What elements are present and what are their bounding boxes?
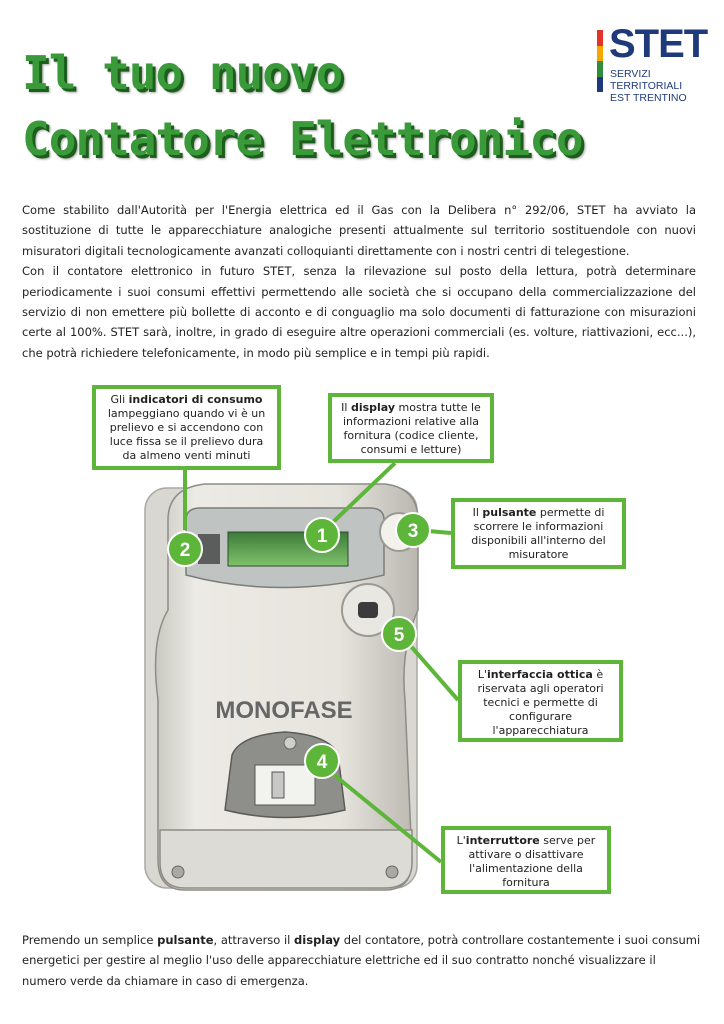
callout-display-post: mostra tutte le informazioni relative alla fornitura (codice cliente, consumi e letture) bbox=[342, 401, 481, 456]
switch-lever bbox=[272, 772, 284, 798]
logo-name: STET bbox=[609, 22, 708, 66]
callout-interruttore-post: serve per attivare o disattivare l'alimentazione della fornitura bbox=[468, 834, 596, 889]
logo-subtitle-line2: EST TRENTINO bbox=[610, 92, 687, 104]
callout-display-bold: display bbox=[350, 401, 396, 414]
screw-right bbox=[386, 866, 398, 878]
marker-1-label: 1 bbox=[316, 526, 328, 547]
outro-part-1: Premendo un semplice bbox=[22, 933, 158, 947]
callout-interruttore bbox=[441, 826, 611, 894]
marker-5-label: 5 bbox=[393, 625, 405, 646]
callout-display-pre: Il bbox=[341, 401, 351, 414]
callout-pulsante-bold: pulsante bbox=[482, 506, 537, 519]
callout-indicatori-bold: indicatori di consumo bbox=[128, 393, 263, 406]
callout-interfaccia-pre: L' bbox=[477, 668, 488, 681]
screw-left bbox=[172, 866, 184, 878]
callout-interruttore-pre: L' bbox=[456, 834, 466, 847]
callout-indicatori bbox=[92, 385, 281, 470]
meter-model-label: MONOFASE bbox=[215, 697, 353, 724]
callout-interruttore-bold: interruttore bbox=[465, 834, 540, 847]
marker-3-label: 3 bbox=[407, 521, 419, 542]
outro-bold-pulsante: pulsante bbox=[157, 933, 214, 947]
callout-interfaccia-post: è riservata agli operatori tecnici e permette di configurare l'apparecchiatura bbox=[477, 668, 604, 737]
page-title-line1: Il tuo nuovo bbox=[22, 46, 343, 100]
page-title-line2: Contatore Elettronico bbox=[22, 112, 583, 166]
callout-interfaccia bbox=[458, 660, 623, 742]
callout-pulsante bbox=[451, 498, 626, 569]
intro-paragraph-1: Come stabilito dall'Autorità per l'Energia elettrica ed il Gas con la Delibera n° 292/06, STET ha avviato la sostituzione di tutte le apparecchiature analogiche presenti attualmente sul territorio sostituendole con nuovi misuratori digitali tecnologicamente avanzati colloquianti direttamente con i nostri centri di telegestione. bbox=[22, 203, 696, 258]
callout-pulsante-post: permette di scorrere le informazioni disponibili all'interno del misuratore bbox=[471, 506, 606, 561]
callout-interfaccia-bold: interfaccia ottica bbox=[487, 668, 593, 681]
outro-bold-display: display bbox=[294, 933, 341, 947]
callout-indicatori-pre: Gli bbox=[110, 393, 129, 406]
callout-indicatori-post: lampeggiano quando vi è un prelievo e si accendono con luce fissa se il prelievo dura da almeno venti minuti bbox=[107, 407, 266, 462]
logo-subtitle-line1: SERVIZI TERRITORIALI bbox=[610, 68, 683, 92]
callout-display bbox=[328, 393, 494, 463]
marker-2-label: 2 bbox=[179, 540, 191, 561]
breaker-switch bbox=[255, 765, 315, 805]
intro-paragraph-2: Con il contatore elettronico in futuro STET, senza la rilevazione sul posto della lettura, potrà determinare periodicamente i suoi consumi effettivi permettendo alle società che si occupano della commercializzazione del servizio di non emettere più bollette di acconto e di conguaglio ma solo documenti di fatturazione con misurazioni certe al 100%. STET sarà, inoltre, in grado di eseguire altre operazioni commerciali (es. volture, riattivazioni, ecc...), che potrà richiedere telefonicamente, in modo più semplice e in tempi più rapidi. bbox=[22, 264, 696, 360]
outro-text bbox=[22, 930, 702, 991]
bottom-cover bbox=[160, 830, 412, 888]
switch-screw bbox=[284, 737, 296, 749]
outro-part-3: del contatore, potrà controllare costantemente i suoi consumi energetici per gestire al meglio l'uso delle apparecchiature elettriche ed il suo contratto nonché visualizzare il numero verde da chiamare in caso di emergenza. bbox=[22, 933, 701, 988]
callout-pulsante-pre: Il bbox=[472, 506, 483, 519]
marker-4-label: 4 bbox=[316, 752, 328, 773]
optical-sensor bbox=[358, 602, 378, 618]
outro-part-2: , attraverso il bbox=[213, 933, 295, 947]
